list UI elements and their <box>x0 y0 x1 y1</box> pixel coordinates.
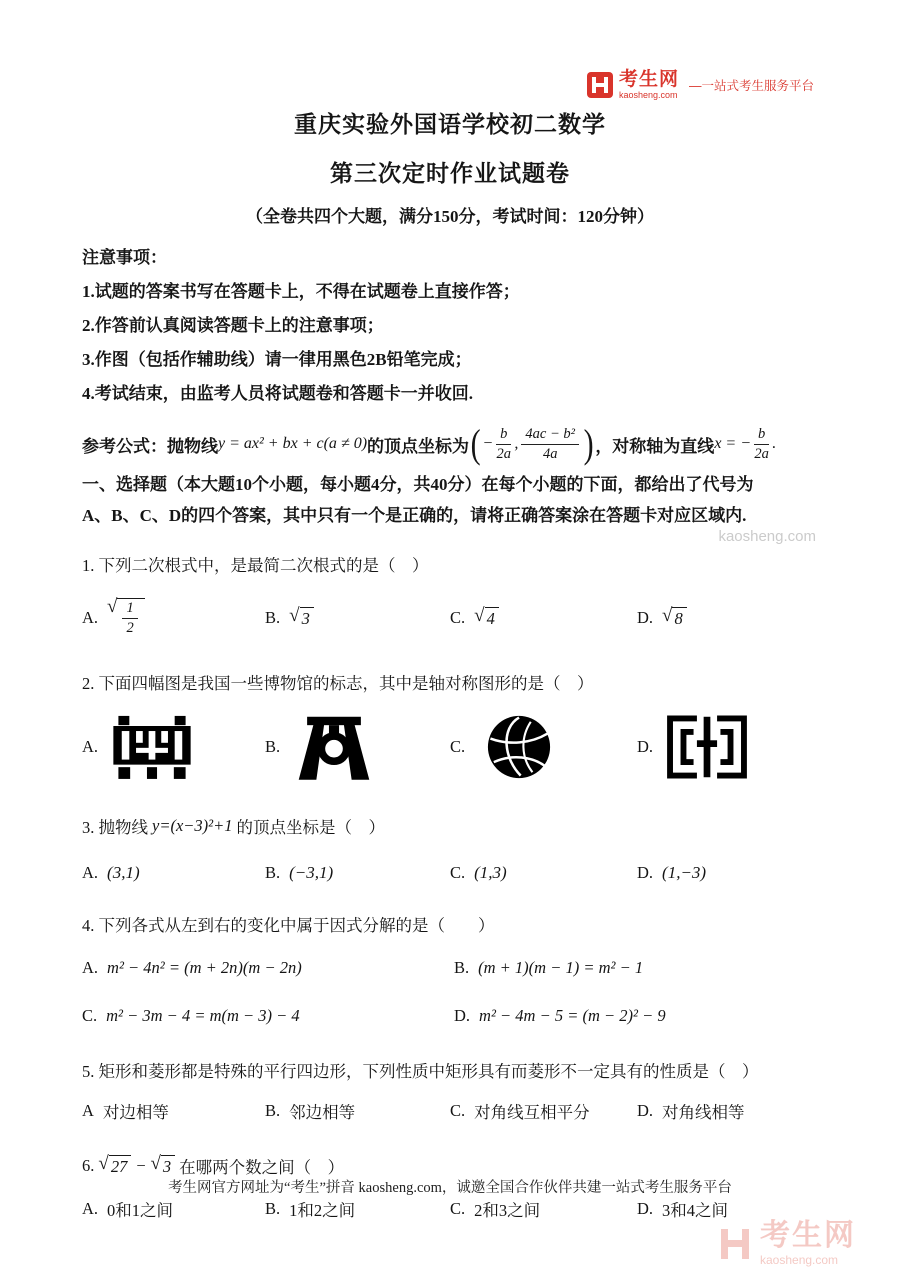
option-value: 0和1之间 <box>107 1200 174 1220</box>
q1-option-d <box>637 604 818 629</box>
notice-item-1: 1.试题的答案书写在答题卡上，不得在试题卷上直接作答； <box>82 282 520 301</box>
axis-label: ，对称轴为直线 <box>595 436 715 456</box>
option-value: 对角线相等 <box>662 1102 745 1122</box>
q4-option-b <box>454 958 818 978</box>
axis-frac <box>754 426 769 462</box>
option-label: D. <box>454 1005 471 1025</box>
option-value: 邻边相等 <box>289 1102 356 1122</box>
exam-title: 重庆实验外国语学校初二数学 <box>294 112 606 137</box>
museum-logo-maze-icon <box>665 710 749 784</box>
q6-options <box>82 1194 818 1224</box>
watermark-logo-icon <box>718 1227 752 1261</box>
q5-option-d <box>637 1099 818 1123</box>
radical-icon: √ <box>98 1152 109 1174</box>
option-label: C. <box>450 862 466 882</box>
q6-stem <box>82 1154 818 1178</box>
q1-option-a <box>82 598 265 636</box>
sqrt-expression <box>107 598 145 636</box>
option-label: B. <box>265 736 281 756</box>
museum-logo-seal-icon <box>110 710 194 784</box>
notice-item-2: 2.作答前认真阅读答题卡上的注意事项； <box>82 316 384 335</box>
option-value: 1和2之间 <box>289 1200 356 1220</box>
radicand: 27 <box>109 1155 132 1177</box>
option-label: A. <box>82 736 99 756</box>
vertex-paren-close: ) <box>583 421 594 467</box>
q3-option-b <box>265 863 450 883</box>
option-label: B. <box>454 957 470 977</box>
option-value: m² − 3m − 4 = m(m − 3) − 4 <box>106 1005 300 1025</box>
frac-num: 1 <box>122 600 137 619</box>
q3-stem-prefix: 3. 抛物线 <box>82 817 148 837</box>
q4-option-d <box>454 1006 818 1026</box>
question-2 <box>82 670 818 788</box>
section-intro-line2: A、B、C、D的四个答案，其中只有一个是正确的，请将正确答案涂在答题卡对应区域内. <box>82 505 747 525</box>
formula-mid: 的顶点坐标为 <box>367 436 470 456</box>
question-4 <box>82 912 818 1032</box>
q4-options-row2 <box>82 1000 818 1032</box>
q6-option-b <box>265 1197 450 1221</box>
q3-stem-suffix: 的顶点坐标是（ ） <box>236 817 385 837</box>
option-value: (3,1) <box>107 862 140 882</box>
brand-text <box>619 70 679 100</box>
watermark-text <box>760 1221 856 1266</box>
watermark-domain: kaosheng.com <box>760 1253 839 1267</box>
frac-den: 4a <box>542 445 558 462</box>
frac-den: 2a <box>754 445 769 462</box>
option-value: (1,3) <box>474 862 507 882</box>
option-label: B. <box>265 1198 281 1218</box>
question-5 <box>82 1058 818 1126</box>
q6-option-a <box>82 1197 265 1221</box>
option-value: 2和3之间 <box>474 1200 541 1220</box>
brand-name: 考生网 <box>618 69 679 90</box>
q5-option-b <box>265 1099 450 1123</box>
q5-option-a <box>82 1099 265 1123</box>
option-value: m² − 4n² = (m + 2n)(m − 2n) <box>107 957 302 977</box>
q4-option-c <box>82 1006 454 1026</box>
vertex-comma: , <box>514 435 519 453</box>
minus-sign: − <box>135 1155 147 1175</box>
option-label: C. <box>450 736 466 756</box>
section-intro-line1: 一、选择题（本大题10个小题，每小题4分，共40分）在每个小题的下面，都给出了代号为 <box>82 475 754 495</box>
radical-icon: √ <box>150 1152 161 1174</box>
q1-options <box>82 594 818 642</box>
q6-option-c <box>450 1197 637 1221</box>
vertex-frac-x <box>496 426 511 462</box>
option-value: 对角线互相平分 <box>474 1102 590 1122</box>
formula-label: 参考公式：抛物线 <box>82 436 218 456</box>
q4-stem: 4. 下列各式从左到右的变化中属于因式分解的是（ ） <box>82 915 495 935</box>
q3-option-d <box>637 863 818 883</box>
option-value: 对边相等 <box>102 1102 169 1122</box>
radicand: 4 <box>485 607 499 629</box>
q3-option-c <box>450 863 637 883</box>
option-label: D. <box>637 862 654 882</box>
option-label: D. <box>637 1198 654 1218</box>
option-value: (−3,1) <box>289 862 334 882</box>
notice-item-4: 4.考试结束，由监考人员将试题卷和答题卡一并收回. <box>82 384 473 403</box>
q6-stem-suffix: 在哪两个数之间（ ） <box>179 1157 345 1177</box>
option-value: (m + 1)(m − 1) = m² − 1 <box>478 957 644 977</box>
q2-option-d <box>637 710 818 784</box>
q3-option-a <box>82 863 265 883</box>
frac-num: 4ac − b² <box>521 426 579 445</box>
corner-watermark <box>718 1221 856 1266</box>
q2-stem: 2. 下面四幅图是我国一些博物馆的标志，其中是轴对称图形的是（ ） <box>82 673 594 693</box>
brand-tagline: —一站式考生服务平台 <box>688 79 814 93</box>
option-label: C. <box>450 1198 466 1218</box>
radical-icon: √ <box>662 604 673 626</box>
question-3 <box>82 814 818 890</box>
frac-den: 2a <box>496 445 512 462</box>
option-label: A. <box>82 862 99 882</box>
radicand-fraction <box>122 600 137 636</box>
option-label: B. <box>265 862 281 882</box>
sqrt-expression <box>474 604 499 629</box>
radical-icon: √ <box>474 604 485 626</box>
option-value: m² − 4m − 5 = (m − 2)² − 9 <box>479 1005 666 1025</box>
option-label: B. <box>265 1100 281 1120</box>
site-logo <box>587 70 814 100</box>
q6-option-d <box>637 1197 818 1221</box>
radicand <box>117 598 144 636</box>
radicand: 8 <box>672 607 686 629</box>
exam-meta: （全卷共四个大题，满分150分，考试时间：120分钟） <box>246 207 654 226</box>
q1-stem: 1. 下列二次根式中，是最简二次根式的是（ ） <box>82 555 429 575</box>
q3-equation: y=(x−3)²+1 <box>152 815 233 835</box>
q5-options <box>82 1096 818 1126</box>
option-label: C. <box>82 1005 98 1025</box>
sqrt-expression <box>98 1152 131 1177</box>
museum-logo-swirl-icon <box>477 710 561 784</box>
reference-formula <box>82 421 818 467</box>
brand-domain: kaosheng.com <box>618 90 678 100</box>
q4-options-row1 <box>82 952 818 984</box>
vertex-paren-open: ( <box>470 421 481 467</box>
option-label: B. <box>265 607 281 627</box>
frac-num: b <box>496 426 511 445</box>
option-label: A. <box>82 957 99 977</box>
section-one-intro <box>82 470 818 531</box>
q5-option-c <box>450 1099 637 1123</box>
q1-option-b <box>265 604 450 629</box>
q3-options <box>82 856 818 890</box>
frac-den: 2 <box>126 620 134 637</box>
notice-item-3: 3.作图（包括作辅助线）请一律用黑色2B铅笔完成； <box>82 350 472 369</box>
option-label: D. <box>637 736 654 756</box>
exam-subtitle: 第三次定时作业试题卷 <box>330 161 570 186</box>
footer-text: 考生网官方网址为“考生”拼音 kaosheng.com，诚邀全国合作伙伴共建一站式考生服务平台 <box>168 1180 732 1196</box>
frac-num: b <box>754 426 769 445</box>
option-label: C. <box>450 1100 466 1120</box>
side-watermark: kaosheng.com <box>718 528 816 545</box>
q1-option-c <box>450 604 637 629</box>
vertex-frac-y <box>521 426 579 462</box>
option-label: D. <box>637 607 654 627</box>
q2-option-a <box>82 710 265 784</box>
q2-options <box>82 706 818 788</box>
q4-option-a <box>82 958 454 978</box>
option-label: C. <box>450 607 466 627</box>
option-value: 3和4之间 <box>662 1200 729 1220</box>
notices-heading: 注意事项： <box>82 248 167 267</box>
watermark-brand: 考生网 <box>760 1219 856 1252</box>
sqrt-expression <box>289 604 314 629</box>
kaosheng-logo-icon <box>587 72 613 98</box>
q2-option-c <box>450 710 637 784</box>
option-label: A. <box>82 1198 99 1218</box>
parabola-equation: y = ax² + bx + c(a ≠ 0) <box>218 435 368 453</box>
q2-option-b <box>265 710 450 784</box>
option-label: A. <box>82 607 99 627</box>
radical-icon: √ <box>107 596 118 618</box>
q3-stem <box>82 814 818 838</box>
radicand: 3 <box>300 607 314 629</box>
sqrt-expression <box>662 604 687 629</box>
museum-logo-arch-icon <box>292 710 376 784</box>
option-label: A <box>82 1100 94 1120</box>
sqrt-expression <box>150 1152 175 1177</box>
q5-stem: 5. 矩形和菱形都是特殊的平行四边形，下列性质中矩形具有而菱形不一定具有的性质是（ ） <box>82 1061 759 1081</box>
vertex-neg: − <box>482 435 494 453</box>
radicand: 3 <box>161 1155 175 1177</box>
option-value: (1,−3) <box>662 862 707 882</box>
radical-icon: √ <box>289 604 300 626</box>
formula-period: . <box>772 435 777 453</box>
question-1 <box>82 552 818 642</box>
q6-stem-prefix: 6. <box>82 1155 95 1175</box>
axis-lhs: x = − <box>714 435 752 453</box>
option-label: D. <box>637 1100 654 1120</box>
